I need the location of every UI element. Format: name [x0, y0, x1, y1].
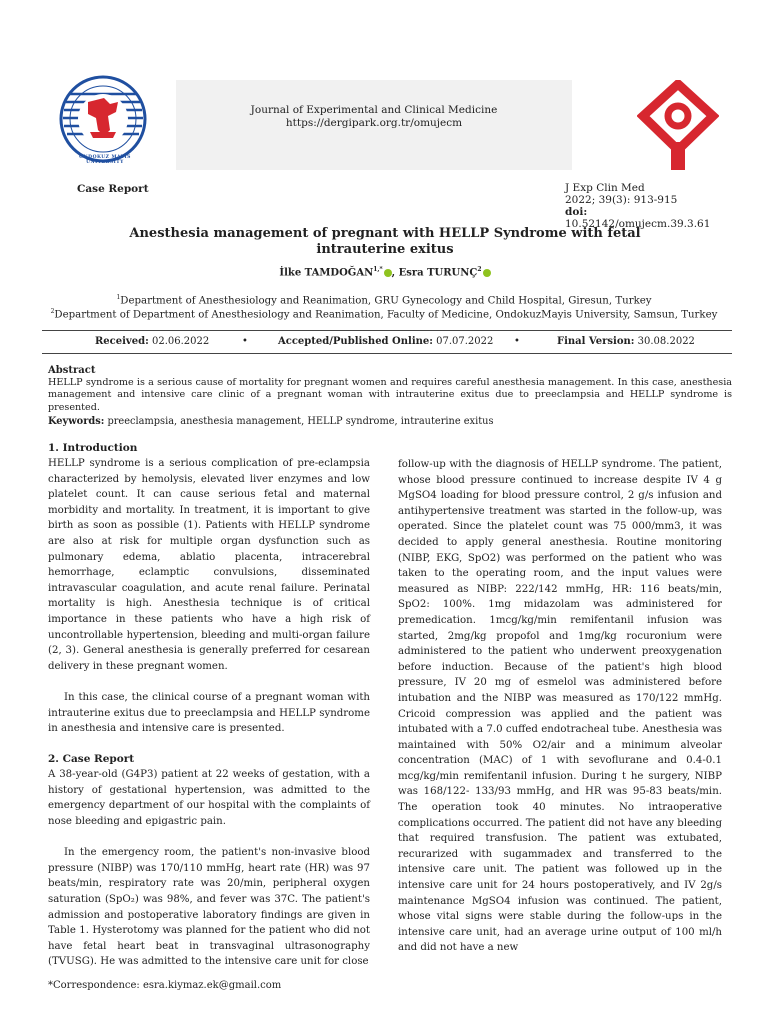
university-logo-icon — [58, 74, 148, 164]
article-dates — [42, 330, 732, 354]
author-name[interactable]: Esra TURUNÇ — [398, 267, 478, 279]
citation-volume: 2022; 39(3): 913-915 — [565, 194, 678, 206]
paragraph: HELLP syndrome is a serious complication of pre-eclampsia characterized by hemolysis, elevated liver enzymes and low platelet count. It can cause serious fetal and maternal morbidity and mortality. In treatment, it is important to give birth as soon as possible (1). Patients with HELLP syndrome are also at risk for multiple organ dysfunction such as pulmonary edema, ablatio placenta, intracerebral hemorrhage, eclamptic convulsions, disseminated intravascular coagulation, and acute renal failure. Perinatal mortality is high. Anesthesia technique is of critical importance in these patients who have a high risk of uncontrollable hypertension, bleeding and multi-organ failure (2, 3). General anesthesia is generally preferred for cesarean delivery in these pregnant women. — [48, 458, 370, 672]
bullet: • — [242, 336, 248, 347]
keywords: Keywords: preeclampsia, anesthesia management, HELLP syndrome, intrauterine exitus — [48, 416, 494, 427]
final-date: Final Version: 30.08.2022 — [557, 336, 695, 347]
paragraph: In the emergency room, the patient's non-invasive blood pressure (NIBP) was 170/110 mmHg, heart rate (HR) was 97 beats/min, respiratory rate was 20/min, peripheral oxygen saturation (SpO₂) was 98%, and fever was 37C. The patient's admission and postoperative laboratory findings are given in Table 1. Hysterotomy was planned for the patient who did not have fetal heart beat in transvaginal ultrasonography (TVUSG). He was admitted to the intensive care unit for close — [48, 847, 370, 968]
paragraph: follow-up with the diagnosis of HELLP syndrome. The patient, whose blood pressure continued to increase despite IV 4 g MgSO4 loading for blood pressure control, 2 g/s infusion and antihypertensive treatment was started in the follow-up, was operated. Since the platelet count was 75 000/mm3, it was decided to apply general anesthesia. Routine monitoring (NIBP, EKG, SpO2) was performed on the patient who was taken to the operating room, and the input values were measured as NIBP: 222/142 mmHg, HR: 116 beats/min, SpO2: 100%. 1mg midazolam was administered for premedication. 1mcg/kg/min remifentanil infusion was started, 2mg/kg propofol and 1mg/kg rocuronium were administered to the patient who underwent preoxygenation before induction. Because of the patient's high blood pressure, IV 20 mg of esmelol was administered before intubation and the NIBP was measured as 170/122 mmHg. Cricoid compression was applied and the patient was intubated with a 7.0 cuffed endotracheal tube. Anesthesia was maintained with 50% O2/air and a minimum alveolar concentration (MAC) of 1 with sevoflurane and 0.4-0.1 mcg/kg/min remifentanil infusion. During t he surgery, NIBP was 168/122- 133/93 mmHg, and HR was 95-83 beats/min. The operation took 40 minutes. No intraoperative complications occurred. The patient did not have any bleeding that required transfusion. The patient was extubated, recurarized with sugammadex and transferred to the intensive care unit. The patient was followed up in the intensive care unit for 24 hours postoperatively, and IV 2g/s maintenance MgSO4 infusion was continued. The patient, whose vital signs were stable during the follow-ups in the intensive care unit, had an average urine output of 100 ml/h and did not have a new — [398, 459, 722, 954]
paragraph: A 38-year-old (G4P3) patient at 22 weeks of gestation, with a history of gestational hypertension, was admitted to the emergency department of our hospital with the complaints of nose bleeding and epigastric pain. — [48, 769, 370, 828]
university-logo-text: ONDOKUZ MAYIS UNIVERSITY — [79, 155, 131, 165]
author-name[interactable]: İlke TAMDOĞAN — [279, 267, 374, 279]
received-date: Received: 02.06.2022 — [95, 336, 210, 347]
affiliation: $^1$Department of Anesthesiology and Reanimation, GRU Gynecology and Child Hospital, Giresun, Turkey — [116, 294, 652, 307]
journal-logo-icon — [637, 80, 719, 175]
journal-name: Journal of Experimental and Clinical Medicine — [250, 104, 498, 116]
journal-info — [176, 104, 572, 130]
abstract — [48, 365, 732, 414]
section-heading: 1. Introduction — [48, 442, 138, 454]
orcid-icon[interactable] — [483, 269, 491, 277]
paragraph: In this case, the clinical course of a pregnant woman with intrauterine exitus due to preeclampsia and HELLP syndrome in anesthesia and intensive care is presented. — [48, 691, 370, 735]
correspondence[interactable]: *Correspondence: esra.kiymaz.ek@gmail.com — [48, 980, 282, 991]
author-list: İlke $TAMDOĞAN^{1,*}$ , Esra TURUNÇ$^2$ — [100, 266, 670, 278]
affiliation: $^2$Department of Department of Anesthesiology and Reanimation, Faculty of Medicine, OndokuzMayis University, Samsun, Turkey — [50, 308, 718, 321]
article-title: Anesthesia management of pregnant with HELLP Syndrome with fetal intrauterine exitus — [129, 226, 641, 257]
citation-journal: J Exp Clin Med — [565, 182, 645, 194]
citation-block — [565, 182, 735, 230]
abstract-text: HELLP syndrome is a serious cause of mortality for pregnant women and requires careful anesthesia management. In this case, anesthesia management and intensive care clinic of a pregnant woman with intrauterine exitus due to preeclampsia and HELLP syndrome is presented. — [48, 377, 732, 413]
doi[interactable]: doi: 10.52142/omujecm.39.3.61 — [565, 206, 711, 230]
journal-url[interactable]: https://dergipark.org.tr/omujecm — [285, 117, 463, 129]
section-heading: 2. Case Report — [48, 753, 135, 766]
right-column — [398, 457, 722, 972]
bullet: • — [514, 336, 520, 347]
abstract-heading: Abstract — [48, 365, 96, 376]
accepted-date: Accepted/Published Online: 07.07.2022 — [278, 336, 494, 347]
orcid-icon[interactable] — [384, 269, 392, 277]
article-type: Case Report — [77, 183, 149, 195]
left-column — [48, 441, 370, 986]
